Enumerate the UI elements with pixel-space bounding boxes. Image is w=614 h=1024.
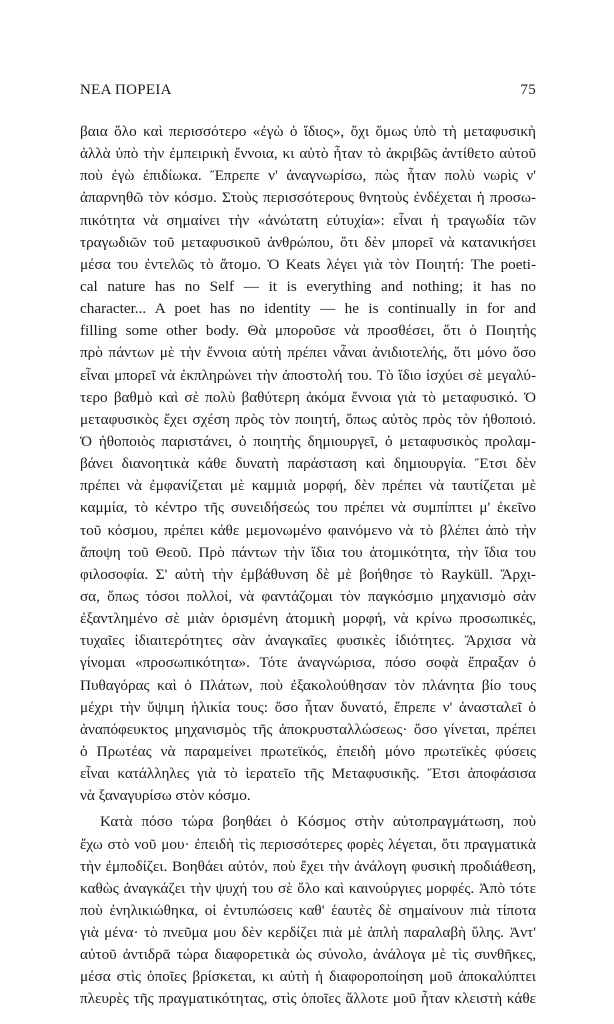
paragraph	[80, 121, 536, 807]
text-line: βαια ὅλο καὶ περισσότερο «ἐγὼ ὁ ἴδιος», ὄχι ὅμως ὑπὸ τὴ μεταφυσικὴ	[80, 123, 536, 140]
text-line: ποὺ ἐγὼ ἐπιδίωκα. Ἔπρεπε ν' ἀναγνωρίσω, πὼς ἦταν πολὺ νωρὶς ν'	[80, 167, 536, 185]
text-line: ἄποψη τοῦ Θεοῦ. Πρὸ πάντων τὴν ἴδια του ἀτομικότητα, τὴν ἴδια του	[80, 543, 536, 561]
text-line: Κατὰ πόσο τώρα βοηθάει ὁ Κόσμος στὴν αὐτοπραγμάτωση, ποὺ	[100, 813, 536, 831]
text-line: γίνομαι «προσωπικότητα». Τότε ἀναγνώρισα, πόσο σοφὰ ἔπραξαν ὁ	[80, 654, 536, 672]
text-line: Ὁ ἠθοποιὸς παριστάνει, ὁ ποιητὴς δημιουργεῖ, ὁ μεταφυσικὸς προλαμ-	[80, 432, 536, 450]
body-text	[80, 121, 536, 1011]
text-line: τερο βαθμὸ καὶ σὲ πολὺ βαθύτερη ἀκόμα ἔννοια γιὰ τὸ μεταφυσικό. Ὁ	[80, 388, 536, 406]
text-line: ἀναπόφευκτος μηχανισμὸς τῆς ἀποκρυσταλλώσεως· ὅσο γίνεται, πρέπει	[80, 720, 536, 738]
text-line: τοῦ κόσμου, πρέπει κάθε μεμονωμένο φαινόμενο νὰ τὸ βλέπει ἀπὸ τὴν	[80, 521, 536, 539]
text-line: αὐτοῦ ἀντιδρᾶ τώρα διαφορετικὰ ὡς σύνολο, ἀνάλογα μὲ τὶς συνθῆκες,	[80, 946, 536, 964]
text-line: εἶναι μπορεῖ νὰ ἐκπληρώνει τὴν ἀποστολή του. Τὸ ἴδιο ἰσχύει σὲ μεγαλύ-	[80, 366, 536, 384]
text-line: νὰ ξαναγυρίσω στὸν κόσμο.	[80, 787, 251, 805]
text-line: πλευρὲς τῆς πραγματικότητας, στὶς ὁποῖες ἄλλοτε μοῦ ἦταν κλειστὴ κάθε	[80, 990, 536, 1008]
text-line: ὁ Πρωτέας νὰ παραμείνει πρωτεϊκός, ἐπειδὴ μόνο πρωτεϊκὲς φύσεις	[80, 742, 536, 760]
running-title: ΝΕΑ ΠΟΡΕΙΑ	[80, 82, 172, 98]
text-line: μέσα του ἐντελῶς τὸ ἄτομο. Ὁ Keats λέγει γιὰ τὸν Ποιητή: The poeti-	[80, 255, 536, 273]
text-line: cal nature has no Self — it is everything and nothing; it has no	[80, 277, 536, 295]
text-line: γιὰ μένα· τὸ πνεῦμα μου δὲν κερδίζει πιὰ μὲ ἁπλὴ παραλαβὴ ὕλης. Ἀντ'	[80, 924, 536, 942]
text-line: πρὸ πάντων μὲ τὴν ἔννοια αὐτὴ πρέπει νἆναι ἀνιδιοτελής, ὅτι μόνο ὅσο	[80, 344, 536, 362]
text-line: filling some other body. Θὰ μποροῦσε νὰ προσθέσει, ὅτι ὁ Ποιητὴς	[80, 322, 536, 340]
text-line: τὴν ἐμποδίζει. Βοηθάει αὐτόν, ποὺ ἔχει τὴν ἀνάλογη φυσικὴ προδιάθεση,	[80, 857, 536, 875]
text-line: ποὺ ἐνηλικιώθηκα, οἱ ἐντυπώσεις καθ' ἑαυτὲς δὲ σημαίνουν πιὰ τίποτα	[80, 901, 536, 919]
text-line: τυχαῖες ἰδιαιτερότητες σὰν ἀναγκαῖες φυσικὲς ἰδιότητες. Ἄρχισα νὰ	[80, 632, 536, 650]
text-line: καθὼς ἀναγκάζει τὴν ψυχή του σὲ ὅλο καὶ καινούργιες μορφές. Ἀπὸ τότε	[80, 879, 536, 897]
text-line: σα, ὅπως τόσοι πολλοί, νὰ φαντάζομαι τὸν παγκόσμιο μηχανισμὸ σὰν	[80, 587, 536, 605]
text-line: φιλοσοφία. Σ' αὐτὴ τὴν ἐμβάθυνση δὲ μὲ βοήθησε τὸ Rayküll. Ἄρχι-	[80, 565, 536, 583]
text-line: πρέπει νὰ ἐμφανίζεται μὲ καμμιὰ μορφή, δὲν πρέπει νὰ ταυτίζεται μὲ	[80, 477, 536, 495]
text-line: μεταφυσικὸς ἔχει σχέση πρὸς τὸν ποιητή, ὅπως αὐτὸς πρὸς τὸν ἠθοποιό.	[80, 410, 536, 428]
page-number: 75	[520, 82, 536, 98]
text-line: εἶναι κατάλληλες γιὰ τὸ ἱερατεῖο τῆς Μεταφυσικῆς. Ἔτσι ἀποφάσισα	[80, 765, 536, 783]
text-line: Πυθαγόρας καὶ ὁ Πλάτων, ποὺ ἐξακολούθησαν τὸν πλάνητα βίο τους	[80, 676, 536, 694]
paragraph	[80, 811, 536, 1010]
text-line: character... A poet has no identity — he is continually in for and	[80, 300, 536, 318]
text-line: ἀπαρνηθῶ τὸν κόσμο. Στοὺς περισσότερους θνητοὺς ἐνδέχεται ἡ προσω-	[80, 189, 536, 207]
text-line: πικότητα νὰ σημαίνει τὴν «ἀνώτατη εὐτυχία»: εἶναι ἡ τραγωδία τῶν	[80, 211, 536, 229]
text-line: μέσα στὶς ὁποῖες βρίσκεται, κι αὐτὴ ἡ διαφοροποίηση μοῦ ἀποκαλύπτει	[80, 968, 536, 986]
text-line: ἔχω στὸ νοῦ μου· ἐπειδὴ τὶς περισσότερες φορὲς λέγεται, ὅτι πραγματικὰ	[80, 835, 536, 853]
text-line: καμμία, τὸ κέντρο τῆς συνειδήσεώς του πρέπει νὰ συμπίπτει μ' ἐκεῖνο	[80, 499, 536, 517]
text-line: βάνει διανοητικὰ κάθε δυνατὴ παράσταση καὶ δημιουργία. Ἔτσι δὲν	[80, 455, 536, 473]
page-header	[80, 82, 536, 104]
text-line: τραγωδιῶν τοῦ μεταφυσικοῦ ἀνθρώπου, ὅτι δὲν μπορεῖ νὰ κατανικήσει	[80, 233, 536, 251]
text-line: μέχρι τὴν ὕψιμη ἡλικία τους: ὅσο ἦταν δυνατό, ἔπρεπε ν' ἀνασταλεῖ ὁ	[80, 698, 536, 716]
text-line: ἀλλὰ ὑπὸ τὴν ἐμπειρικὴ ἔννοια, κι αὐτὸ ἦταν τὸ ἀκριβῶς ἀντίθετο αὐτοῦ	[80, 145, 536, 163]
text-line: ἐξαντλημένο σὲ μιὰν ὁρισμένη ἀτομικὴ μορφή, νὰ κρίνω προσωπικές,	[80, 610, 536, 628]
